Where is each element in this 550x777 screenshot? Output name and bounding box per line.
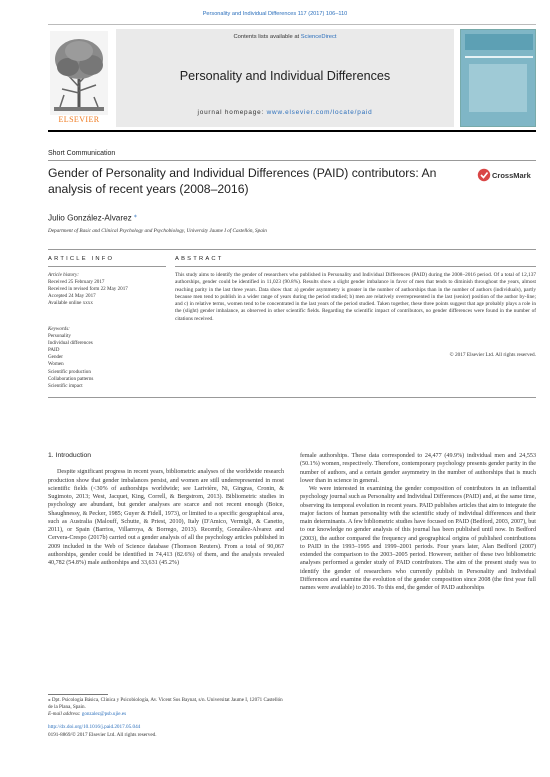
journal-banner xyxy=(116,29,454,127)
divider xyxy=(48,249,536,250)
svg-text:CrossMark: CrossMark xyxy=(492,171,531,180)
publisher-name: ELSEVIER xyxy=(58,115,100,124)
abstract-copyright: © 2017 Elsevier Ltd. All rights reserved. xyxy=(449,352,536,358)
author-affiliation: Department of Basic and Clinical Psychology and Psychobiology, University Jaume I of Castellón, Spain xyxy=(48,228,267,234)
corresponding-author-marker[interactable]: ⁎ xyxy=(134,213,137,219)
article-title: Gender of Personality and Individual Differences (PAID) contributors: An analysis of recent years (2008–2016) xyxy=(48,166,437,196)
body-paragraph: Despite significant progress in recent years, bibliometric analyses of the worldwide research production show that gender imbalances persist, and women are still underrepresented in most scientific fields (<30% of authorships worldwide; see Larivière, Ni, Gingras, Cronin, & Sugimoto, 2013; West, Jacquet, King, Correll, & Bergstrom, 2013). Bibliometric studies in psychology are abundant, but gender analyses are scarce and not recent enough (Boice, Shaughnessy, & Pecker, 1985; Guyer & Fidell, 1973), or limited to a specific geographical area, such as Australia (Malouff, Schutte, & Priest, 2010), Italy (D'Amico, Vermigli, & Canetto, 2011), or Spain (Barrios, Villarroya, & Borrego, 2013). Recently, González-Alvarez and Cervera-Crespo (2017b) carried out a gender analysis of all the psychology articles published in 2009 included in the Web of Science database (Thomson Reuters). From a total of 90,067 authorships, gender could be identified in 74,413 (82.6%) of them, and the analysis revealed 40,782 (54.8%) male authorships and 33,631 (45.2%) xyxy=(48,469,284,566)
section-heading: 1. Introduction xyxy=(48,452,92,459)
article-history: Article history: Received 25 February 2017 Received in revised form 22 May 2017 Accepted 24 May 2017 Available online xxxx xyxy=(48,272,128,307)
author-name[interactable]: Julio González-Alvarez ⁎ xyxy=(48,213,137,223)
homepage-line: journal homepage: www.elsevier.com/locate/paid xyxy=(197,109,373,116)
body-paragraph: female authorships. These data corresponded to 24,477 (49.9%) individual men and 24,553 (50.1%) women, respectively. Therefore, contemporary psychology presents gender parity in the number of authors, and a certain gender asymmetry in the number of authorships that is much lower than in science in general. xyxy=(300,453,536,484)
issn-line: 0191-8869/© 2017 Elsevier Ltd. All rights reserved. xyxy=(48,732,157,738)
keyword: Personality xyxy=(48,333,71,340)
article-info-heading: ARTICLE INFO xyxy=(48,256,115,262)
abstract-text: This study aims to identify the gender of researchers who published in Personality and Individual Differences (PAID) during the 2008–2016 period. Of a total of 12,137 authorships, gender could be identified in 11,023 (90.8%). Results show a slight gender imbalance in favor of men that tends to diminish throughout the years, almost reaching parity in the last three years. Data show that: a) gender asymmetry is greater in the number of authorships than in the number of authors (individuals), partly because men tend to publish in a wider range of years during the period studied; b) men are relatively overrepresented in the last (senior) position of the author by-line; and c) in relative terms, women tend to be concentrated in the last years of the period studied. Taken together, these three points suggest that age probably plays a role in the (slight) gender imbalance, as observed in other scientific fields. Regarding the scientific impact of contributors, no gender differences were found in the number of citations received. xyxy=(175,272,536,322)
body-column-left xyxy=(48,452,284,567)
divider xyxy=(48,397,536,398)
abstract-heading: ABSTRACT xyxy=(175,256,224,262)
journal-cover-thumbnail xyxy=(460,29,536,127)
sciencedirect-link[interactable]: ScienceDirect xyxy=(300,34,337,40)
corresponding-author-footnote: ⁎ Dpt. Psicología Básica, Clínica y Psicobiología, Av. Vicent Sos Baynat, s/n. Universitat Jaume I, 12071 Castellón de la Plana, Spain. E-mail address: gonzalez@psb.ujie.es xyxy=(48,697,283,717)
keyword: Scientific production xyxy=(48,368,91,375)
article-type: Short Communication xyxy=(48,150,116,157)
divider xyxy=(48,266,166,267)
email-link[interactable]: gonzalez@psb.ujie.es xyxy=(81,711,127,717)
doi-link[interactable]: http://dx.doi.org/10.1016/j.paid.2017.05.044 xyxy=(48,724,141,730)
keyword: PAID xyxy=(48,347,60,354)
body-paragraph: We were interested in examining the gender composition of contributors in an influential psychology journal such as Personality and Individual Differences (PAID) and, at the same time, observing its temporal evolution in recent years. PAID publishes articles that aim to integrate the major factors of human personality with the scientific study of individual differences and their main determinants. A few bibliometric studies have focused on PAID (Bedford, 2003, 2007), but to our knowledge no gender analysis of this journal has been published until now. In Bedford (2003), the author compared the frequency and geographical origins of published contributions to PAID in the 1993–1995 and 1999–2001 periods. Four years later, Alan Bedford (2007) extended the comparison to the 2003–2005 period. However, neither of these two bibliometric analyses performed a gender study of PAID contributors. The aim of the present study was to identify the gender of researchers who currently publish in Personality and Individual Differences and examine the evolution of the gender composition since 2008 (the first year full names were available) to 2016. To this end, the gender of PAID authorships xyxy=(300,486,536,591)
keyword: Women xyxy=(48,361,64,368)
footnote-divider xyxy=(48,694,108,695)
keyword: Individual differences xyxy=(48,340,93,347)
divider xyxy=(175,266,536,267)
body-column-right xyxy=(300,452,536,592)
keyword: Gender xyxy=(48,354,63,361)
journal-reference[interactable]: Personality and Individual Differences 117 (2017) 106–110 xyxy=(202,11,348,17)
contents-line: Contents lists available at ScienceDirect xyxy=(233,34,337,40)
keywords: Keywords: Personality Individual differences PAID Gender Women Scientific production Collaboration patterns Scientific impact xyxy=(48,326,166,390)
divider xyxy=(48,160,536,161)
elsevier-tree-logo xyxy=(48,29,110,125)
journal-header xyxy=(48,24,536,132)
journal-title: Personality and Individual Differences xyxy=(179,69,391,83)
crossmark-icon[interactable] xyxy=(477,168,535,182)
keyword: Collaboration patterns xyxy=(48,375,94,382)
journal-homepage-link[interactable]: www.elsevier.com/locate/paid xyxy=(266,109,373,116)
keyword: Scientific impact xyxy=(48,382,83,389)
